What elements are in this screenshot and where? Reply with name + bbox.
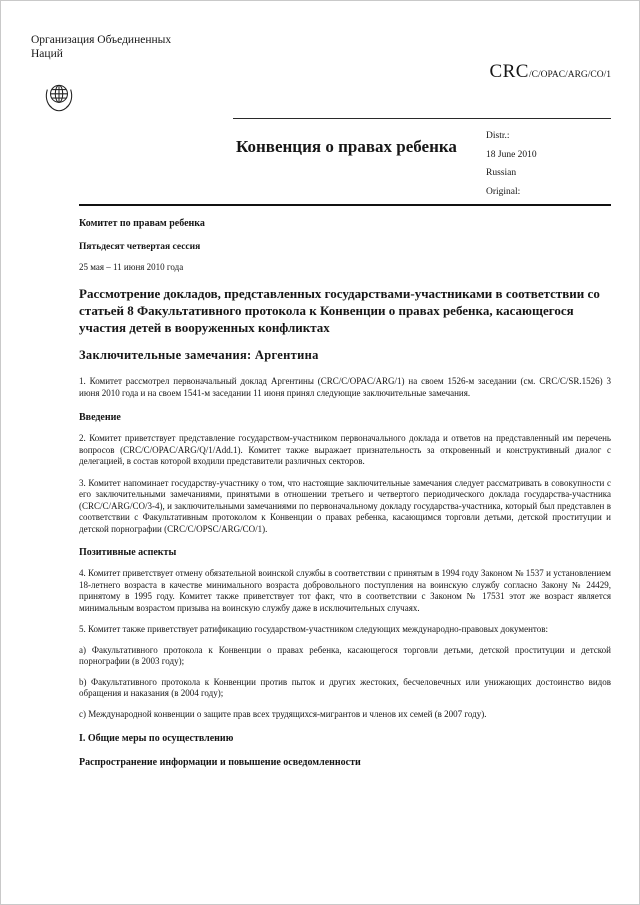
un-emblem-icon [41,79,77,115]
session-dates: 25 мая – 11 июня 2010 года [79,262,184,272]
list-item-a: a) Факультативного протокола к Конвенции о правах ребенка, касающегося торговли детьми, детской проституции и детской порнографии (в 2003 году); [79,644,611,666]
positive-aspects-heading: Позитивные аспекты [79,547,177,558]
paragraph-4: 4. Комитет приветствует отмену обязательной воинской службы в соответствии с принятым в 1994 году Законом № 1537 и установлением 18-летнего возраста в качестве минимального возраста добровольного поступления на воинскую службу согласно Закону № 24429, принятому в 1995 году. Комитет также приветствует тот факт, что в соответствии с Законом № 17531 этот же возраст является минимальным возрастом призыва на воинскую службу даже в исключительных случаях. [79,568,611,613]
paragraph-1: 1. Комитет рассмотрел первоначальный доклад Аргентины (CRC/C/OPAC/ARG/1) на своем 1526-м заседании (см. CRC/C/SR.1526) 3 июня 2010 года и на своем 1541-м заседании 11 июня принял следующие заключительные замечания. [79,376,611,398]
committee-heading: Комитет по правам ребенка [79,218,205,229]
convention-title: Конвенция о правах ребенка [236,137,457,156]
dissemination-heading: Распространение информации и повышение осведомленности [79,757,361,768]
org-name-line1: Организация Объединенных [31,34,172,46]
un-organization-name [31,33,221,61]
introduction-heading: Введение [79,412,121,423]
paragraph-2: 2. Комитет приветствует представление государством-участником первоначального доклада и ответов на представленный им перечень вопросов (CRC/C/OPAC/ARG/Q/1/Add.1). Комитет также выражает признательность за откровенный и конструктивный диалог с делегацией, в состав которой входили представители различных секторов. [79,433,611,466]
document-symbol-prefix: CRC [489,61,529,82]
distr-label: Distr.: [486,131,510,141]
paragraph-3: 3. Комитет напоминает государству-участнику о том, что настоящие заключительные замечания следует рассматривать в совокупности с его заключительными замечаниями, принятыми в отношении третьего и четвертого периодического доклада государства-участника (CRC/C/ARG/CO/3-4), и заключительными замечаниями по первоначальному докладу государства-участника, который был представлен в соответствии с Факультативным протоколом к Конвенции о правах ребенка, касающимся торговли детьми, детской проституции и детской порнографии (CRC/C/OPSC/ARG/CO/1). [79,477,611,534]
distr-language: Russian [486,168,517,178]
document-symbol [489,61,611,83]
distr-original-label: Original: [486,186,521,197]
list-item-c: c) Международной конвенции о защите прав всех трудящихся-мигрантов и членов их семей (в 2007 году). [79,708,487,719]
list-item-b: b) Факультативного протокола к Конвенции против пыток и других жестоких, бесчеловечных или унижающих достоинство видов обращения и наказания (в 2004 году); [79,676,611,698]
org-name-line2: Наций [31,48,63,60]
header-rule-thin [233,118,611,119]
report-consideration-heading: Рассмотрение докладов, представленных государствами-участниками в соответствии со статьей 8 Факультативного протокола к Конвенции о правах ребенка, касающегося участия детей в вооруженных конфликтах [79,286,600,335]
section-i-heading: I. Общие меры по осуществлению [79,733,234,744]
distr-date: 18 June 2010 [486,149,537,160]
document-body [79,204,611,768]
paragraph-5: 5. Комитет также приветствует ратификацию государством-участником следующих международно-правовых документов: [79,624,548,634]
concluding-observations-heading: Заключительные замечания: Аргентина [79,348,319,362]
session-heading: Пятьдесят четвертая сессия [79,242,201,252]
distribution-block [486,127,616,201]
document-symbol-suffix: /C/OPAC/ARG/CO/1 [528,70,611,80]
